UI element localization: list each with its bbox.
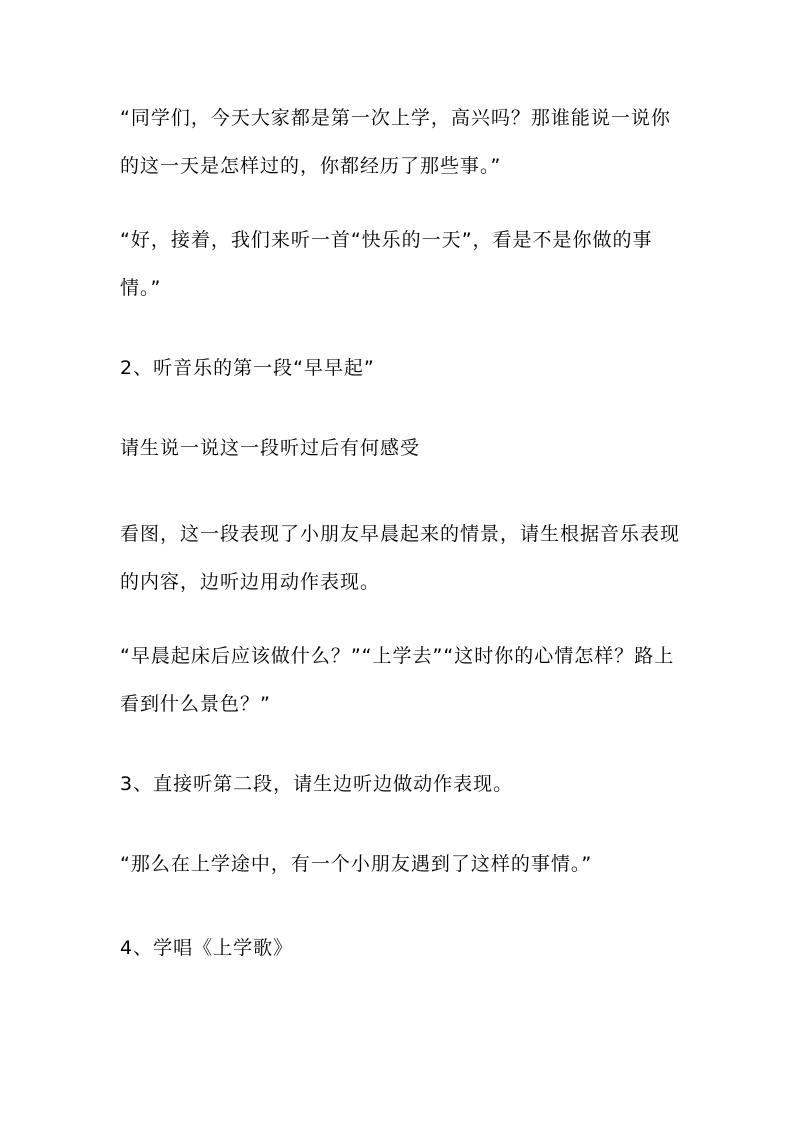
paragraph-listen-happy-day: “好，接着，我们来听一首“快乐的一天”，看是不是你做的事情。”	[120, 229, 653, 299]
paragraph-on-the-way: “那么在上学途中，有一个小朋友遇到了这样的事情。”	[120, 853, 593, 875]
paragraph-step-2-heading: 2、听音乐的第一段“早早起”	[120, 357, 375, 379]
paragraph-step-4-heading: 4、学唱《上学歌》	[120, 937, 294, 959]
paragraph-step-3-heading: 3、直接听第二段，请生边听边做动作表现。	[120, 773, 514, 795]
paragraph-morning-questions: “早晨起床后应该做什么？”“上学去”“这时你的心情怎样？路上看到什么景色？”	[120, 645, 675, 715]
paragraph-share-feelings: 请生说一说这一段听过后有何感受	[120, 437, 421, 459]
paragraph-look-at-picture: 看图，这一段表现了小朋友早晨起来的情景，请生根据音乐表现的内容，边听边用动作表现。	[120, 523, 681, 593]
paragraph-greeting-question: “同学们，今天大家都是第一次上学，高兴吗？那谁能说一说你的这一天是怎样过的，你都经历了那些事。”	[120, 107, 671, 177]
